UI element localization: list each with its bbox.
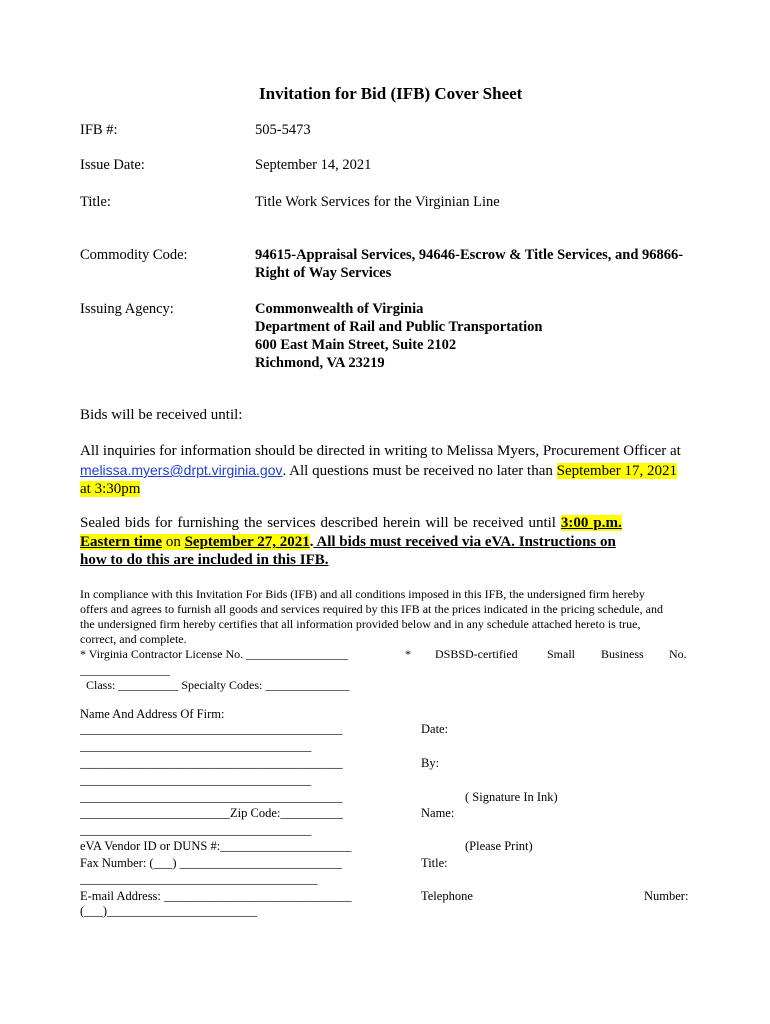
dsbsd-label: DSBSD-certified [435,647,518,661]
title-field-label: Title: [421,856,448,870]
firm-name-label: Name And Address Of Firm: [80,707,225,721]
by-label: By: [421,756,440,770]
question-deadline: September 17, 2021 [556,463,678,479]
class-specialty-line: Class: __________ Specialty Codes: ______________ [86,678,350,692]
agency-line-1: Commonwealth of Virginia [255,301,424,317]
license-line: * Virginia Contractor License No. _________________ [80,647,349,661]
date-label: Date: [421,722,449,736]
inquiries-line-2: melissa.myers@drpt.virginia.gov. All questions must be received no later than September 17, 2021 [80,462,678,479]
no-label: No. [669,647,687,661]
dsbsd-star: * [405,647,411,661]
firm-line-2: _____________________________________ [80,739,312,753]
issue-date-label: Issue Date: [80,157,145,173]
small-label: Small [547,647,576,661]
title-label: Title: [80,194,111,210]
commodity-label: Commodity Code: [80,247,188,263]
title-value: Title Work Services for the Virginian Line [255,194,500,210]
issue-date-value: September 14, 2021 [255,157,372,173]
ifb-value: 505-5473 [255,122,311,138]
phone-line: (___)________________________ [80,904,258,918]
commodity-line-2: Right of Way Services [255,265,392,281]
bid-due-date: September 27, 2021 [184,534,310,550]
agency-line-2: Department of Rail and Public Transportation [255,319,543,335]
page-title: Invitation for Bid (IFB) Cover Sheet [259,84,523,103]
please-print-note: (Please Print) [465,839,533,853]
inquiries-line-3 [80,481,140,498]
agency-line-3: 600 East Main Street, Suite 2102 [255,337,457,353]
firm-line-7: ______________________________________ [80,872,318,886]
sealed-bids-line-2: Eastern time on September 27, 2021. All bids must received via eVA. Instructions on [80,534,616,550]
eva-vendor-line: eVA Vendor ID or DUNS #:_____________________ [80,839,352,853]
fax-number-line: Fax Number: (___) __________________________ [80,856,343,870]
agency-label: Issuing Agency: [80,301,174,317]
signature-note: ( Signature In Ink) [465,790,558,804]
sealed-bids-line-3: how to do this are included in this IFB. [80,552,329,568]
contact-email-link[interactable]: melissa.myers@drpt.virginia.gov [80,462,283,478]
compliance-line-2: offers and agrees to furnish all goods and services required by this IFB at the prices indicated in the pricing schedule, and [80,602,663,616]
firm-line-3: __________________________________________ [80,756,343,770]
bids-until: Bids will be received until: [80,407,243,423]
number-label: Number: [644,889,689,903]
compliance-line-1: In compliance with this Invitation For Bids (IFB) and all conditions imposed in this IFB, the undersigned firm hereby [80,587,645,601]
ifb-label: IFB #: [80,122,118,138]
name-label: Name: [421,806,455,820]
inquiries-line-1: All inquiries for information should be directed in writing to Melissa Myers, Procurement Officer at [80,443,681,459]
zip-code-line: ________________________Zip Code:__________ [80,806,343,820]
email-address-line: E-mail Address: ______________________________ [80,889,352,903]
firm-line-5: __________________________________________ [80,790,343,804]
firm-line-1: __________________________________________ [80,722,343,736]
bid-due-time: 3:00 p.m. [560,515,622,531]
firm-line-6: _____________________________________ [80,823,312,837]
sealed-bids-line-1: Sealed bids for furnishing the services described herein will be received until 3:00 p.m. [80,515,622,531]
compliance-line-4: correct, and complete. [80,632,187,646]
question-deadline-time: at 3:30pm [80,481,141,497]
firm-line-4: _____________________________________ [80,773,312,787]
agency-line-4: Richmond, VA 23219 [255,355,385,371]
business-label: Business [601,647,644,661]
license-continuation: _______________ [80,663,170,677]
commodity-line-1: 94615-Appraisal Services, 94646-Escrow & Title Services, and 96866- [255,247,684,263]
telephone-label: Telephone [421,889,473,903]
compliance-line-3: the undersigned firm hereby certifies that all information provided below and in any schedule attached hereto is true, [80,617,641,631]
